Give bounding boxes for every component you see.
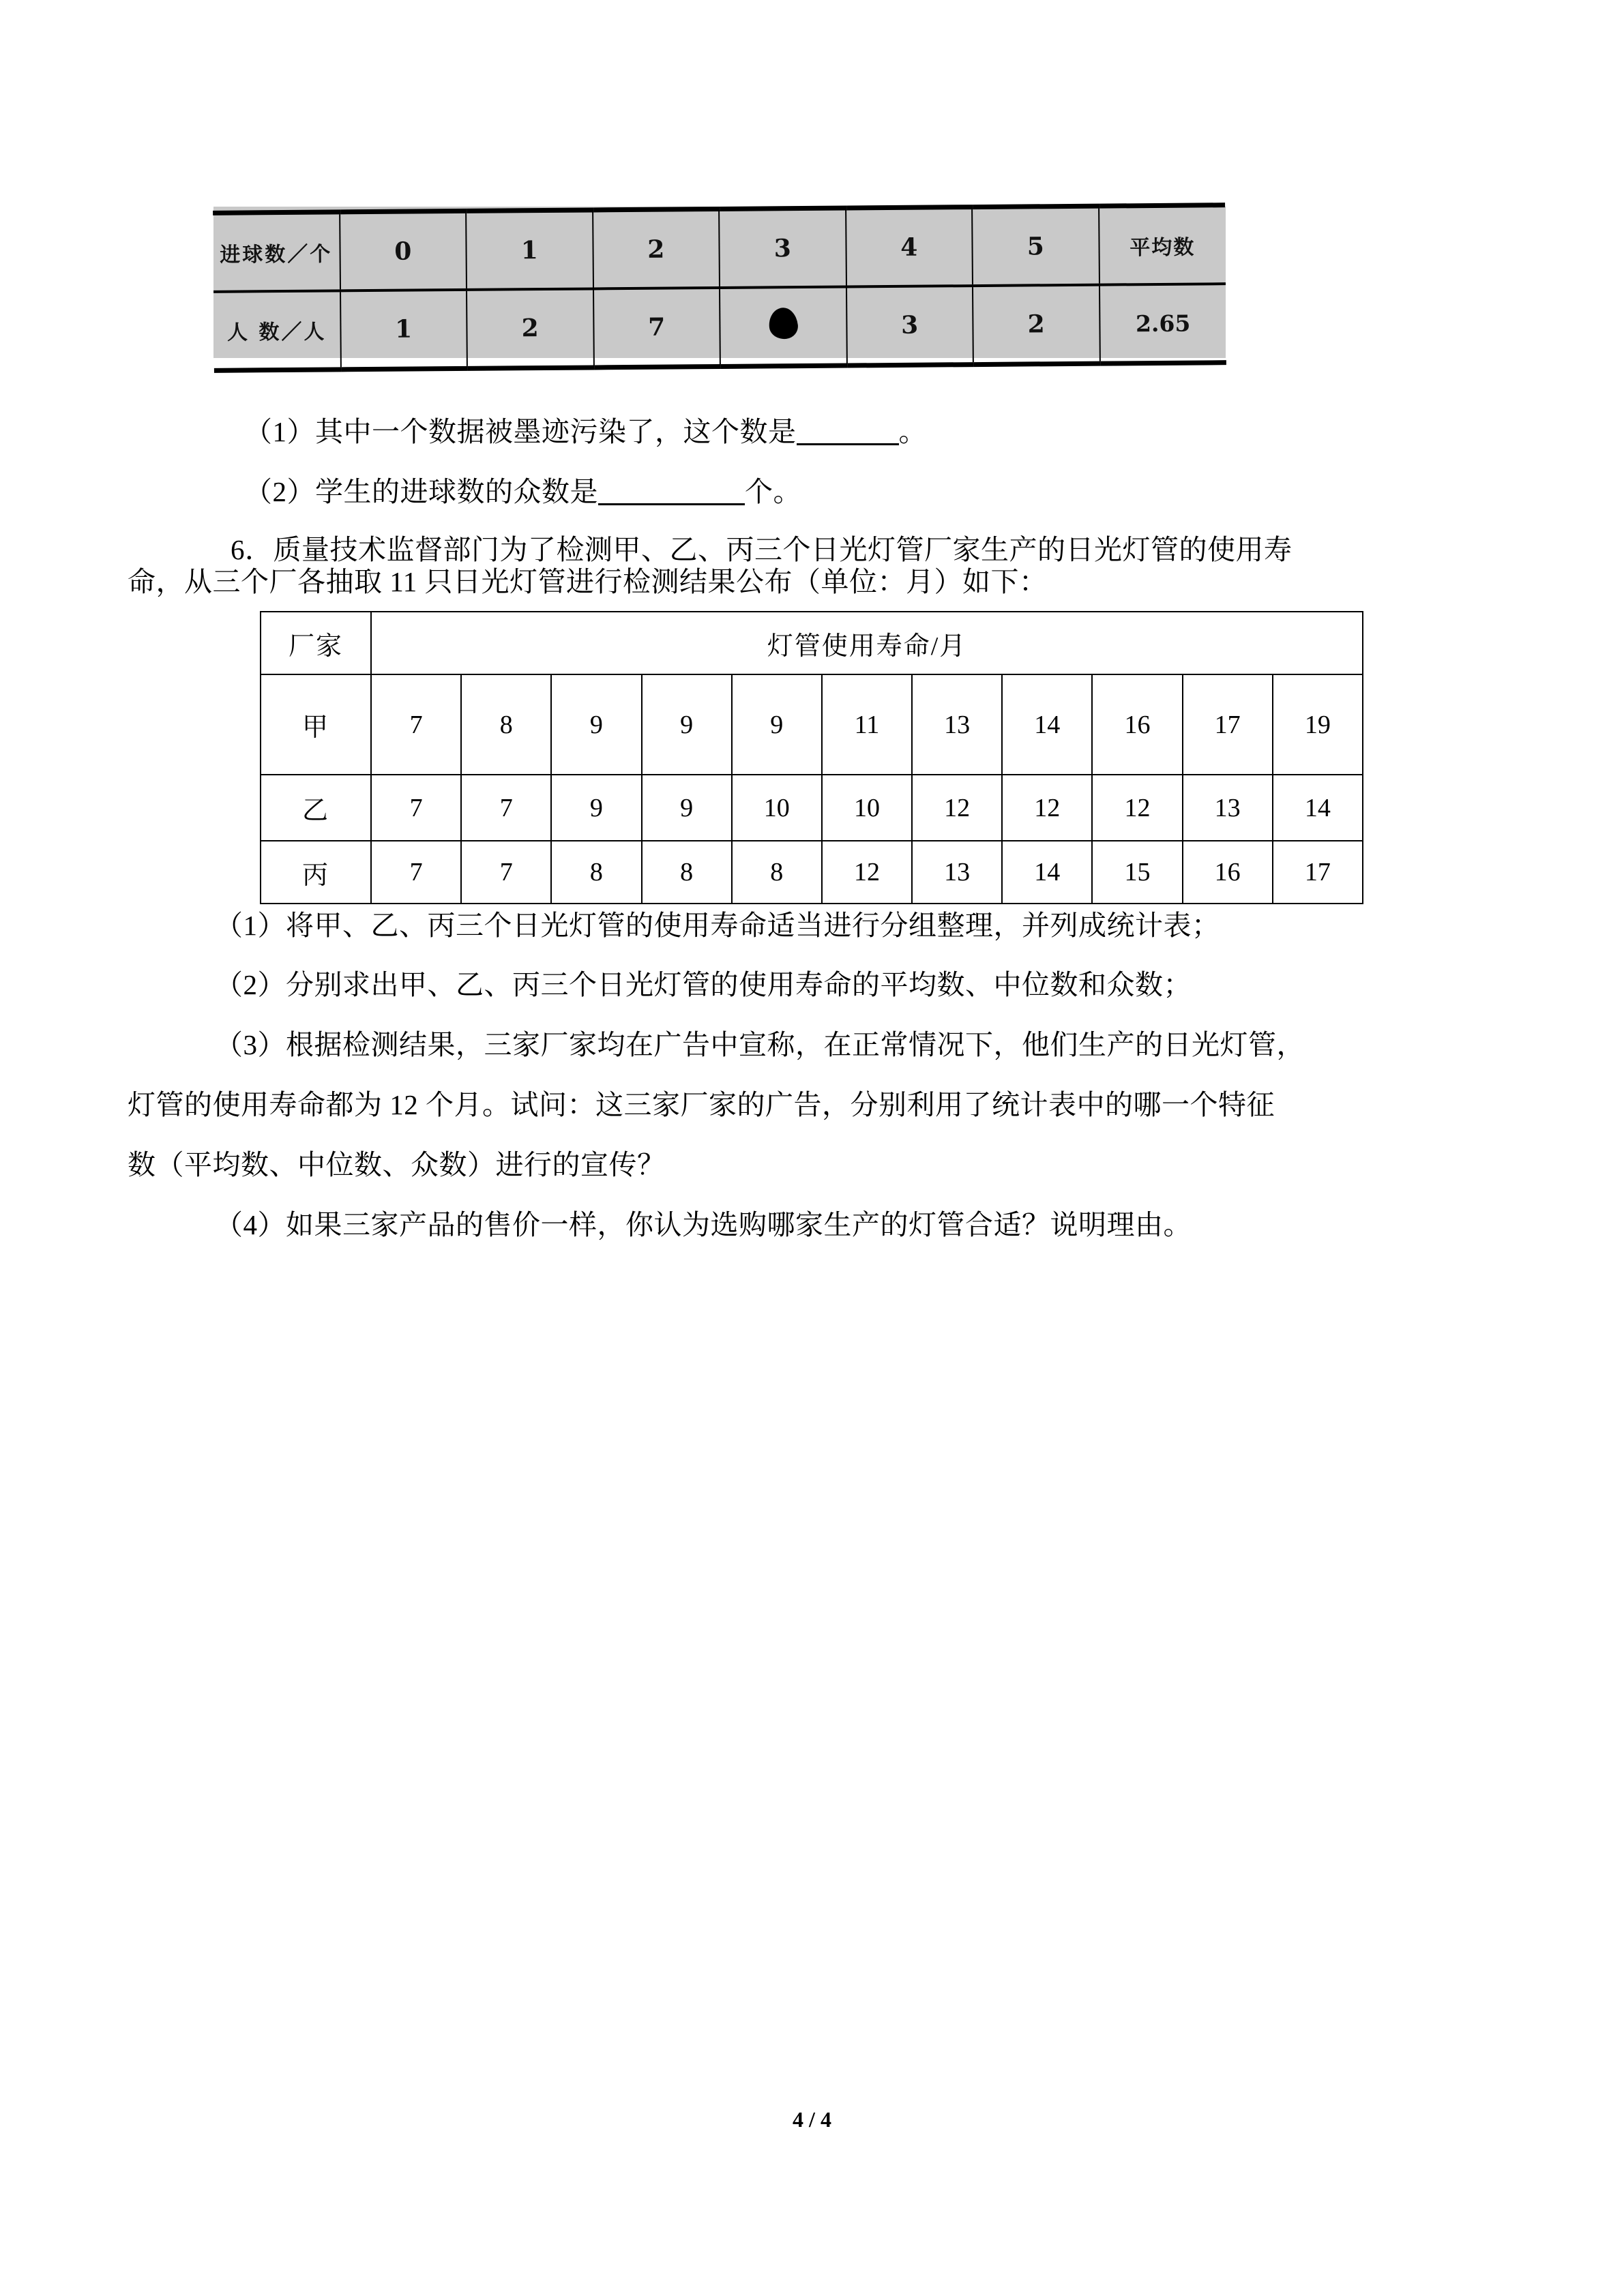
scan-average-value: 2.65 — [1099, 284, 1226, 363]
q5-item-2-blank[interactable] — [598, 503, 745, 505]
cell-jia-0: 7 — [371, 674, 461, 775]
q6-sub-1: （1）将甲、乙、丙三个日光灯管的使用寿命适当进行分组整理，并列成统计表； — [215, 910, 1220, 941]
scan-people-3-ink-blot — [720, 287, 846, 367]
cell-yi-1: 7 — [461, 775, 551, 841]
cell-yi-9: 13 — [1183, 775, 1273, 841]
scan-goal-3: 3 — [719, 208, 846, 288]
q6-stem-line-1-text: 质量技术监督部门为了检测甲、乙、丙三个日光灯管厂家生产的日光灯管的使用寿 — [273, 534, 1293, 565]
q5-item-2-marker: （2） — [244, 476, 315, 507]
scanned-goal-table — [213, 207, 1226, 358]
cell-bing-4: 8 — [732, 841, 822, 904]
cell-yi-5: 10 — [822, 775, 912, 841]
scan-goal-5: 5 — [972, 206, 1099, 286]
cell-jia-10: 19 — [1273, 674, 1363, 775]
cell-bing-2: 8 — [551, 841, 641, 904]
cell-yi-3: 9 — [642, 775, 732, 841]
cell-bing-9: 16 — [1183, 841, 1273, 904]
q5-item-2-tail: 个。 — [745, 476, 801, 507]
row-label-bing: 丙 — [261, 841, 371, 904]
cell-jia-1: 8 — [461, 674, 551, 775]
cell-jia-3: 9 — [642, 674, 732, 775]
scan-people-0: 1 — [340, 290, 467, 370]
q6-number: 6． — [231, 534, 274, 565]
table-row — [261, 674, 1363, 775]
cell-jia-9: 17 — [1183, 674, 1273, 775]
cell-bing-10: 17 — [1273, 841, 1363, 904]
cell-jia-6: 13 — [912, 674, 1002, 775]
scan-people-2: 7 — [593, 288, 720, 368]
scan-average-header: 平均数 — [1099, 205, 1226, 285]
cell-jia-5: 11 — [822, 674, 912, 775]
q5-item-1-tail: 。 — [898, 416, 927, 447]
cell-bing-0: 7 — [371, 841, 461, 904]
cell-yi-10: 14 — [1273, 775, 1363, 841]
scan-goal-1: 1 — [466, 210, 593, 290]
ink-blot-icon — [767, 306, 799, 340]
scan-people-5: 2 — [973, 285, 1099, 365]
table-row — [261, 841, 1363, 904]
main-table-corner-label: 厂家 — [261, 612, 371, 674]
q6-sub-3-line-3: 数（平均数、中位数、众数）进行的宣传？ — [128, 1149, 666, 1180]
cell-yi-7: 12 — [1002, 775, 1092, 841]
main-table-span-header: 灯管使用寿命/月 — [371, 612, 1363, 674]
cell-jia-8: 16 — [1092, 674, 1182, 775]
cell-yi-0: 7 — [371, 775, 461, 841]
row-label-yi: 乙 — [261, 775, 371, 841]
cell-yi-2: 9 — [551, 775, 641, 841]
scanned-goal-table-grid — [213, 203, 1226, 373]
cell-bing-8: 15 — [1092, 841, 1182, 904]
q6-sub-3-line-2: 灯管的使用寿命都为 12 个月。试问：这三家厂家的广告，分别利用了统计表中的哪一个特征 — [128, 1089, 1275, 1120]
scan-goal-0: 0 — [340, 211, 467, 290]
scan-goal-2: 2 — [593, 209, 720, 289]
cell-bing-7: 14 — [1002, 841, 1092, 904]
cell-bing-3: 8 — [642, 841, 732, 904]
cell-bing-1: 7 — [461, 841, 551, 904]
lifetime-data-table — [260, 611, 1363, 904]
q6-sub-4: （4）如果三家产品的售价一样，你认为选购哪家生产的灯管合适？说明理由。 — [215, 1209, 1192, 1240]
q6-stem-line-2: 命，从三个厂各抽取 11 只日光灯管进行检测结果公布（单位：月）如下： — [128, 566, 1048, 597]
q5-item-2-text: 学生的进球数的众数是 — [315, 476, 598, 507]
cell-bing-6: 13 — [912, 841, 1002, 904]
cell-jia-7: 14 — [1002, 674, 1092, 775]
q6-sub-3-line-1: （3）根据检测结果，三家厂家均在广告中宣称，在正常情况下，他们生产的日光灯管， — [215, 1029, 1305, 1060]
table-row — [213, 284, 1226, 370]
cell-jia-2: 9 — [551, 674, 641, 775]
q5-item-1-blank[interactable] — [797, 443, 899, 445]
scan-row-label-people: 人 数／人 — [213, 290, 340, 370]
table-header-row — [261, 612, 1363, 674]
row-label-jia: 甲 — [261, 674, 371, 775]
q5-item-1-marker: （1） — [244, 416, 315, 447]
table-row — [213, 205, 1226, 292]
cell-jia-4: 9 — [732, 674, 822, 775]
cell-yi-6: 12 — [912, 775, 1002, 841]
cell-yi-8: 12 — [1092, 775, 1182, 841]
page-footer: 4 / 4 — [793, 2107, 831, 2132]
q6-sub-2: （2）分别求出甲、乙、丙三个日光灯管的使用寿命的平均数、中位数和众数； — [215, 969, 1192, 1000]
cell-bing-5: 12 — [822, 841, 912, 904]
scan-row-label-goals: 进球数／个 — [213, 212, 340, 292]
scan-people-4: 3 — [846, 286, 973, 366]
cell-yi-4: 10 — [732, 775, 822, 841]
scan-people-1: 2 — [467, 288, 593, 368]
scan-goal-4: 4 — [846, 207, 973, 287]
table-row — [261, 775, 1363, 841]
q5-item-1-text: 其中一个数据被墨迹污染了，这个数是 — [315, 416, 797, 447]
